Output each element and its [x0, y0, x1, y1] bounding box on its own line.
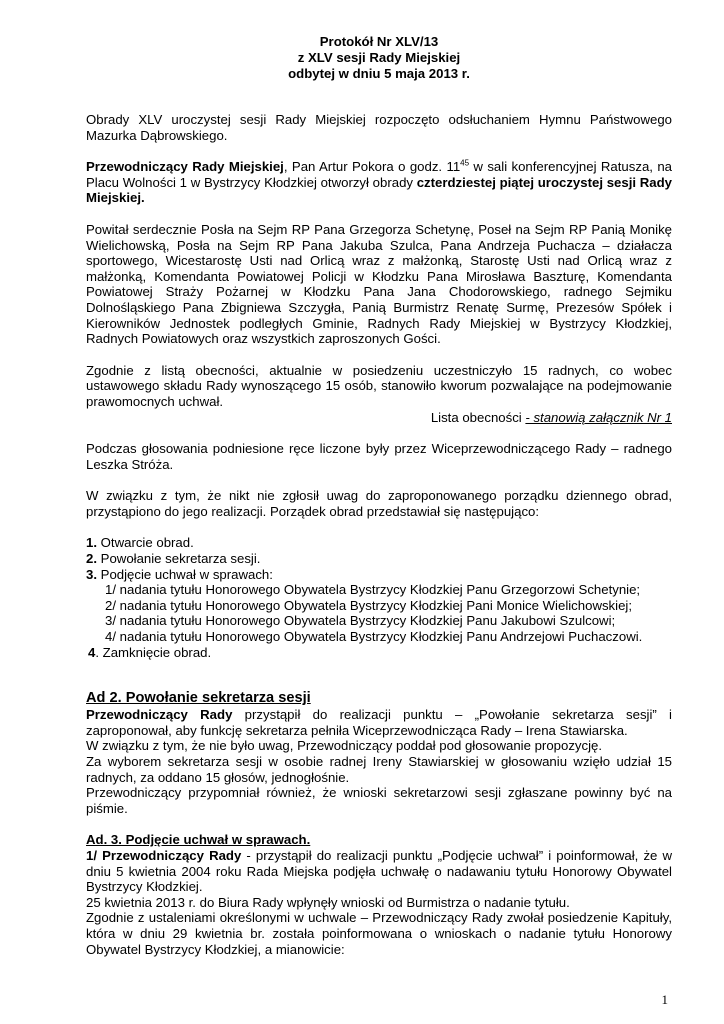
section-3-heading: Ad. 3. Podjęcie uchwał w sprawach.: [86, 832, 311, 848]
attendance-attachment: - stanowią załącznik Nr 1: [525, 409, 672, 425]
attendance-text: Lista obecności: [430, 409, 526, 425]
agenda-item-3-num: 3.: [86, 566, 97, 582]
opening-text-1: , Pan Artur Pokora o godz. 11: [283, 159, 461, 175]
agenda-item-1-num: 1.: [86, 535, 97, 551]
voting-paragraph: Podczas głosowania podniesione ręce liczone były przez Wiceprzewodniczącego Rady – radnego Leszka Stróża.: [86, 441, 672, 472]
intro-paragraph: Obrady XLV uroczystej sesji Rady Miejskiej rozpoczęto odsłuchaniem Hymnu Państwowego Mazurka Dąbrowskiego.: [86, 112, 672, 143]
agenda-item-3: [86, 567, 672, 583]
page-number: 1: [661, 992, 668, 1007]
agenda-item-4-num: 4: [88, 644, 96, 660]
section-3-p3: Zgodnie z ustaleniami określonymi w uchwale – Przewodniczący Rady zwołał posiedzenie Kapituły, która w dniu 29 kwietnia br. została poinformowana o wnioskach o nadanie tytułu Honorowy Obywatel Bystrzycy Kłodzkiej, a mianowicie:: [86, 910, 672, 957]
section-2-chairman: Przewodniczący Rady: [86, 707, 233, 723]
section-2-p1-text: przystąpił do realizacji punktu – „Powołanie sekretarza sesji” i zaproponował, aby funkcję sekretarza pełniła Wiceprzewodnicząca Rady – Irena Stawiarska.: [86, 707, 672, 738]
agenda-item-2-text: Powołanie sekretarza sesji.: [97, 551, 261, 567]
protocol-title: [86, 34, 672, 82]
agenda-intro: W związku z tym, że nikt nie zgłosił uwag do zaproponowanego porządku dziennego obrad, przystąpiono do jego realizacji. Porządek obrad przedstawiał się następująco:: [86, 488, 672, 519]
title-line-2: z XLV sesji Rady Miejskiej: [297, 50, 461, 65]
session-name: czterdziestej piątej uroczystej sesji Rady Miejskiej.: [86, 174, 672, 206]
section-2-heading: Ad 2. Powołanie sekretarza sesji: [86, 690, 311, 707]
agenda-subitem-2: 2/ nadania tytułu Honorowego Obywatela Bystrzycy Kłodzkiej Pani Monice Wielichowskiej;: [105, 597, 633, 613]
opening-text-2: w sali konferencyjnej Ratusza, na Placu Wolności 1 w Bystrzycy Kłodzkiej otworzył obrady: [86, 159, 672, 190]
section-2-p3: Za wyborem sekretarza sesji w osobie radnej Ireny Stawiarskiej w głosowaniu wzięło udział 15 radnych, za oddano 15 głosów, jednogłośnie.: [86, 754, 672, 785]
section-2-p1: [86, 707, 672, 738]
attendance-note: [86, 410, 672, 426]
section-3-p2: 25 kwietnia 2013 r. do Biura Rady wpłynęły wnioski od Burmistrza o nadanie tytułu.: [86, 894, 570, 910]
agenda-item-4: [86, 645, 672, 661]
title-line-1: Protokół Nr XLV/13: [319, 34, 439, 49]
section-3-p1-text: - przystąpił do realizacji punktu „Podjęcie uchwał” i poinformował, że w dniu 5 kwietnia 2004 roku Rada Miejska podjęła uchwałę o nadawaniu tytułu Honorowy Obywatel Bystrzycy Kłodzkiej.: [86, 847, 672, 895]
agenda-item-2-num: 2.: [86, 551, 97, 567]
section-3-chairman: 1/ Przewodniczący Rady: [86, 847, 242, 863]
agenda-list: [86, 535, 672, 660]
quorum-paragraph: Zgodnie z listą obecności, aktualnie w posiedzeniu uczestniczyło 15 radnych, co wobec ustawowego składu Rady wynoszącego 15 osób, stanowiło kworum pozwalające na podejmowanie prawomocnych uchwał.: [86, 362, 672, 409]
section-2-p4: Przewodniczący przypomniał również, że wnioski sekretarzowi sesji zgłaszane powinny być na piśmie.: [86, 785, 672, 816]
title-line-3: odbytej w dniu 5 maja 2013 r.: [288, 66, 470, 81]
agenda-subitem-3: 3/ nadania tytułu Honorowego Obywatela Bystrzycy Kłodzkiej Panu Jakubowi Szulcowi;: [105, 613, 616, 629]
agenda-item-4-text: . Zamknięcie obrad.: [95, 644, 212, 660]
section-2-p2: W związku z tym, że nie było uwag, Przewodniczący poddał pod głosowanie propozycję.: [86, 738, 603, 754]
opening-paragraph: [86, 159, 672, 206]
agenda-item-3-text: Podjęcie uchwał w sprawach:: [97, 566, 273, 582]
document-page: [86, 34, 672, 957]
welcome-paragraph: Powitał serdecznie Posła na Sejm RP Pana Grzegorza Schetynę, Poseł na Sejm RP Panią Monikę Wielichowską, Posła na Sejm RP Pana Jakuba Szulca, Pana Andrzeja Puchacza – działacza sportowego, Wicestarostę Usti nad Orlicą wraz z małżonką, Starostę Usti nad Orlicą wraz z małżonką, Komendanta Powiatowej Policji w Kłodzku Pana Mirosława Baszturę, Komendanta Powiatowej Straży Pożarnej w Kłodzku Pana Jana Chodorowskiego, radnego Sejmiku Dolnośląskiego Pana Zbigniewa Szczygła, Panią Burmistrz Renatę Surmę, Prezesów Spółek i Kierowników Jednostek podległych Gminie, Radnych Rady Miejskiej w Bystrzycy Kłodzkiej, Radnych Powiatowych oraz wszystkich zaproszonych Gości.: [86, 221, 672, 347]
agenda-subitem-1: 1/ nadania tytułu Honorowego Obywatela Bystrzycy Kłodzkiej Panu Grzegorzowi Schetynie;: [105, 582, 641, 598]
agenda-subitem-4: 4/ nadania tytułu Honorowego Obywatela Bystrzycy Kłodzkiej Panu Andrzejowi Puchaczowi.: [105, 629, 643, 645]
time-minutes: 45: [460, 158, 470, 168]
agenda-item-2: [86, 551, 672, 567]
agenda-item-1-text: Otwarcie obrad.: [97, 535, 194, 551]
section-3-p1: [86, 848, 672, 895]
chairman-label: Przewodniczący Rady Miejskiej: [86, 159, 284, 175]
agenda-item-1: [86, 535, 672, 551]
